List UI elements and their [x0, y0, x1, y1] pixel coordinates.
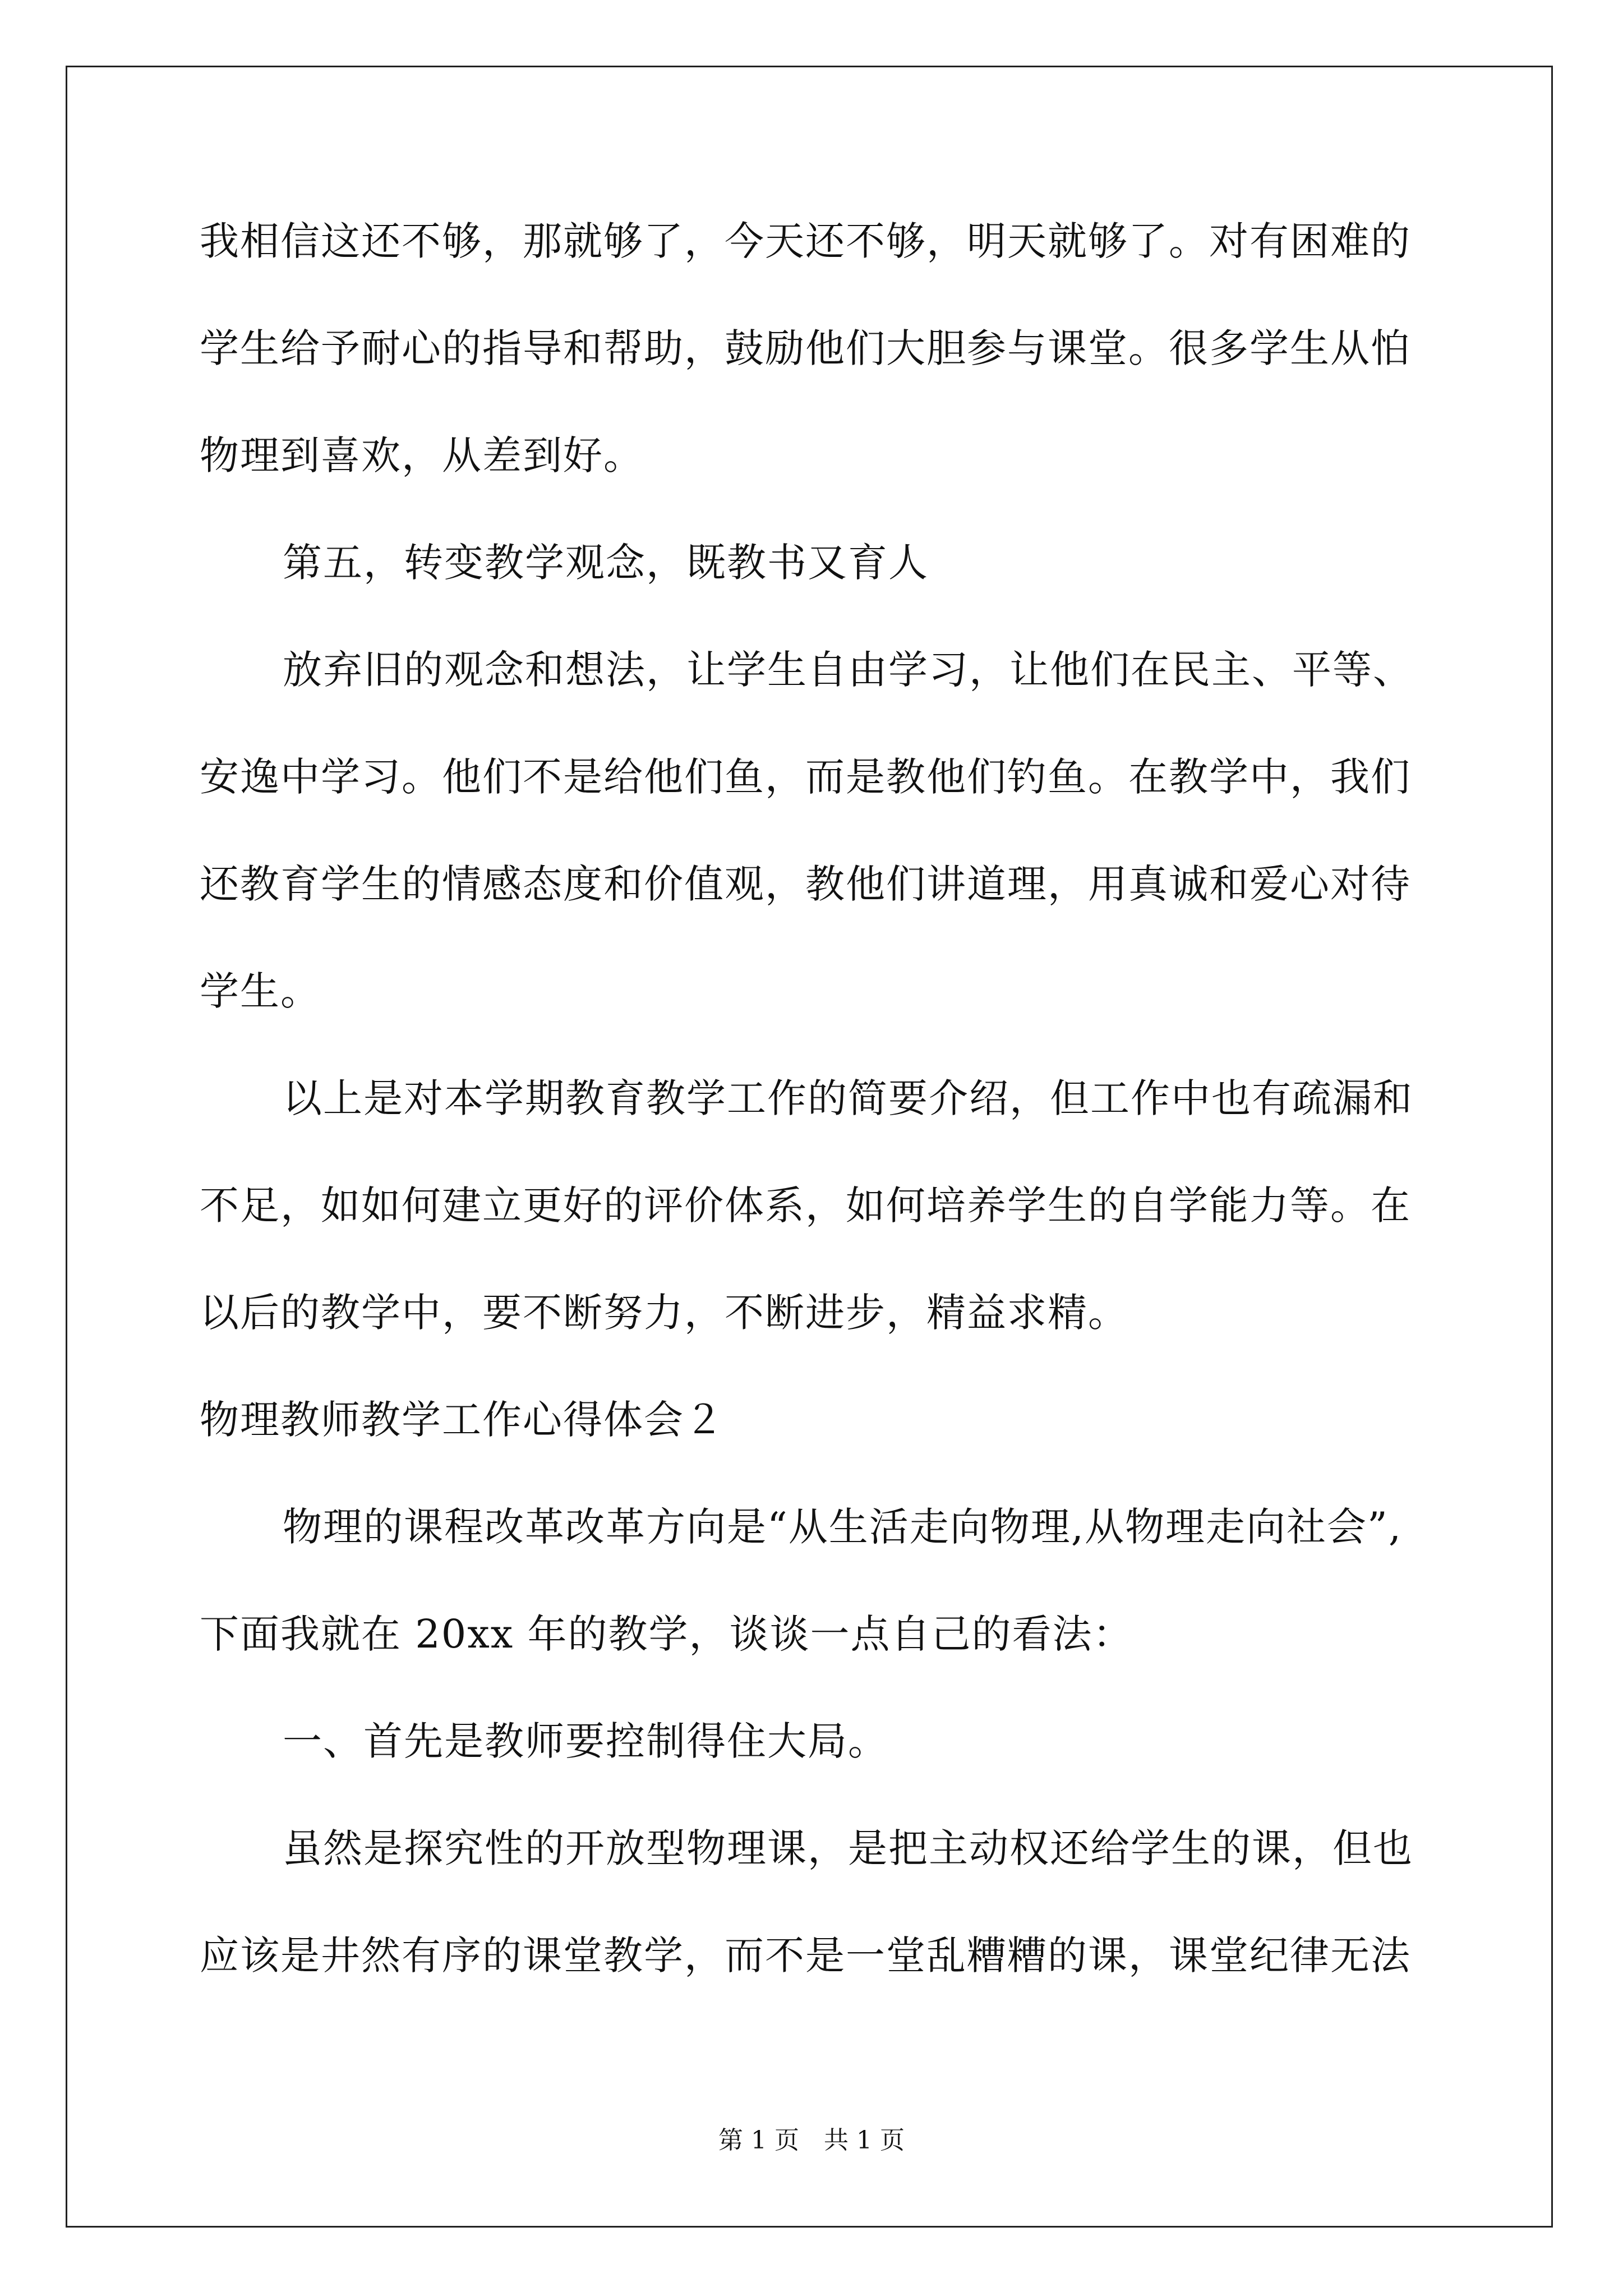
paragraph — [200, 642, 1422, 1019]
text-line: 不足，如如何建立更好的评价体系，如何培养学生的自学能力等。在 — [200, 1182, 1411, 1228]
text-line: 我相信这还不够，那就够了，今天还不够，明天就够了。对有困难的 — [200, 218, 1411, 264]
text-line: 学生给予耐心的指导和帮助，鼓励他们大胆参与课堂。很多学生从怕 — [200, 325, 1411, 371]
text-line: 放弃旧的观念和想法，让学生自由学习，让他们在民主、平等、 — [283, 647, 1413, 693]
text-line: 物理的课程改革改革方向是“从生活走向物理,从物理走向社会”, — [283, 1504, 1403, 1550]
page-footer: 第 1 页 共 1 页 — [718, 2126, 905, 2155]
section-heading — [200, 535, 1422, 591]
text-line: 第五，转变教学观念，既教书又育人 — [283, 540, 929, 586]
text-line: 还教育学生的情感态度和价值观，教他们讲道理，用真诚和爱心对待 — [200, 861, 1411, 907]
text-line: 以后的教学中，要不断努力，不断进步，精益求精。 — [200, 1290, 1128, 1336]
paragraph — [200, 1070, 1422, 1341]
paragraph — [200, 213, 1422, 484]
section-heading — [200, 1713, 1422, 1769]
text-line: 虽然是探究性的开放型物理课，是把主动权还给学生的课，但也 — [283, 1825, 1413, 1871]
text-line: 一、首先是教师要控制得住大局。 — [283, 1718, 888, 1764]
text-line: 以上是对本学期教育教学工作的简要介绍，但工作中也有疏漏和 — [283, 1075, 1413, 1121]
article-title — [200, 1392, 1422, 1448]
paragraph — [200, 1820, 1422, 1984]
text-line: 下面我就在 20xx 年的教学，谈谈一点自己的看法： — [200, 1611, 1133, 1657]
text-line: 应该是井然有序的课堂教学，而不是一堂乱糟糟的课，课堂纪律无法 — [200, 1932, 1411, 1978]
text-line: 物理教师教学工作心得体会２ — [200, 1397, 725, 1443]
text-line: 物理到喜欢，从差到好。 — [200, 432, 644, 478]
text-line: 安逸中学习。他们不是给他们鱼，而是教他们钓鱼。在教学中，我们 — [200, 754, 1411, 800]
text-line: 学生。 — [200, 968, 321, 1014]
document-body — [200, 213, 1422, 2035]
paragraph — [200, 1499, 1422, 1662]
